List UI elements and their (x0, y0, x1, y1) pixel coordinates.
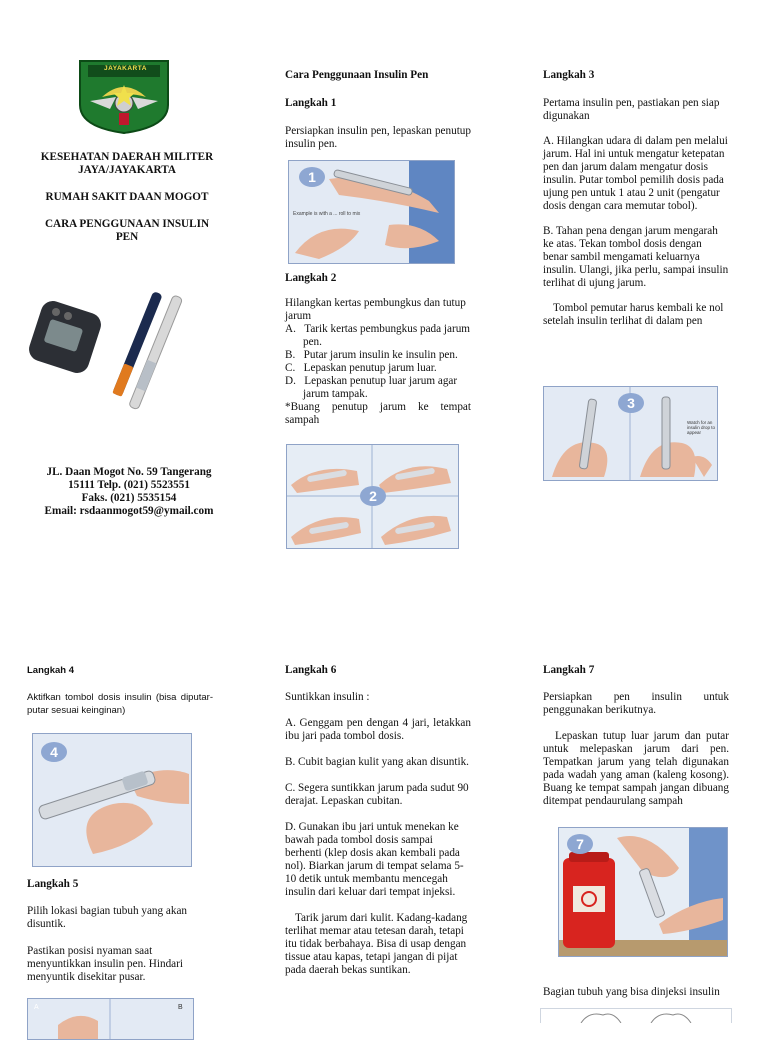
brochure-title-2: PEN (115, 231, 139, 243)
step-3-part-a: A. Hilangkan udara di dalam pen melalui jarum. Hal ini untuk mengatur ketepatan pen dan jarum dalam mengatur dosis insulin. Putar tombol pemilih dosis pada ujung pen untuk 1 atau 2 unit (pengatur dosis dengan cara memutar tobol). (543, 135, 728, 212)
fax-line: Faks. (021) 5535154 (81, 492, 177, 504)
step-7-photo (558, 827, 728, 957)
step-2-item-d: D. Lepaskan penutup luar jarum agar jarum tampak. (285, 375, 458, 400)
step-1-text: Persiapkan insulin pen, lepaskan penutup insulin pen. (285, 125, 471, 150)
step-6-title: Langkah 6 (285, 664, 337, 676)
step-3-photo-caption: Watch for an insulin drop to appear (687, 420, 716, 435)
injection-sites-icon (28, 999, 193, 1039)
cover-text (18, 151, 236, 244)
glucometer-and-pens-icon (28, 286, 198, 436)
column-3 (543, 69, 729, 328)
insulin-pen-photo (28, 286, 198, 436)
step-2-photo (286, 444, 459, 549)
step-3-part-b: B. Tahan pena dengan jarum mengarah ke atas. Tekan tombol dosis dengan benar sambil mengamati keluarnya insulin. Ulangi, jika perlu, sampai insulin terlihat di ujung jarum. (543, 225, 729, 289)
step-4-photo (32, 733, 192, 867)
step-1-photo-caption: Example is with a ... roll to mix (293, 211, 361, 217)
step-6-block (285, 664, 471, 977)
logo-text: JAYAKARTA (104, 65, 147, 72)
step-6-part-b: B. Cubit bagian kulit yang akan disuntik. (285, 756, 469, 768)
step-2-note: *Buang penutup jarum ke tempat sampah (285, 401, 471, 426)
step-7-text-1: Persiapkan pen insulin untuk penggunakan berikutnya. (543, 691, 729, 716)
step-5-text-2: Pastikan posisi nyaman saat menyuntikkan insulin pen. Hindari menyuntik disekitar pusar. (27, 945, 183, 983)
step-7-badge: 7 (567, 834, 593, 854)
step-1-photo (288, 160, 455, 264)
step-7-block (543, 664, 729, 808)
step-6-part-c: C. Segera suntikkan jarum pada sudut 90 derajat. Lepaskan cubitan. (285, 782, 469, 807)
step-1-title: Langkah 1 (285, 97, 337, 109)
body-diagram-caption: Bagian tubuh yang bisa dinjeksi insulin (543, 986, 720, 998)
step-5-title: Langkah 5 (27, 878, 79, 890)
step-6-part-d: D. Gunakan ibu jari untuk menekan ke bawah pada tombol dosis sampai berhenti (klep dosis akan kembali pada nol). Biarkan jarum di tempat selama 5-10 detik untuk membantu mencegah insulin dari keluar dari tempat injeksi. (285, 821, 464, 898)
section-heading: Cara Penggunaan Insulin Pen (285, 69, 429, 81)
body-diagram (540, 1008, 732, 1023)
step-1-badge: 1 (299, 167, 325, 187)
step-4-block (27, 664, 213, 717)
step-3-note: Tombol pemutar harus kembali ke nol setelah insulin terlihat di dalam pen (543, 302, 724, 327)
step-3-intro: Pertama insulin pen, pastiakan pen siap digunakan (543, 97, 720, 122)
org-line-1: KESEHATAN DAERAH MILITER (40, 151, 214, 163)
step-2-item-c: C. Lepaskan penutup jarum luar. (285, 362, 437, 374)
step-2-intro: Hilangkan kertas pembungkus dan tutup jarum (285, 297, 466, 322)
svg-text:A: A (34, 1004, 39, 1011)
address-line-1: JL. Daan Mogot No. 59 Tangerang (46, 466, 212, 478)
column-2 (285, 69, 471, 151)
step-6-intro: Suntikkan insulin : (285, 691, 370, 703)
step-2-block (285, 272, 471, 427)
address-line-2: 15111 Telp. (021) 5523551 (68, 479, 190, 491)
step-5-block (27, 878, 213, 984)
step-7-title: Langkah 7 (543, 664, 595, 676)
step-4-text: Aktifkan tombol dosis insulin (bisa diputar-putar sesuai keinginan) (27, 692, 213, 716)
step-5-photo (27, 998, 194, 1040)
step-2-badge: 2 (360, 486, 386, 506)
step-3-title: Langkah 3 (543, 69, 595, 81)
step-4-title: Langkah 4 (27, 665, 74, 676)
body-outline-icon (541, 1009, 731, 1023)
step-2-item-b: B. Putar jarum insulin ke insulin pen. (285, 349, 458, 361)
step-7-text-2: Lepaskan tutup luar jarum dan putar untuk melepaskan jarum dari pen. Tempatkan jarum yang telah digunakan pada wadah yang aman (kaleng kosong). Buang ke tempat sampah jangan dibuang ditempat pendaurulang sampah (543, 730, 729, 807)
step-3-badge: 3 (618, 393, 644, 413)
brochure-title-1: CARA PENGGUNAAN INSULIN (44, 218, 210, 230)
step-3-photo (543, 386, 718, 481)
hospital-name: RUMAH SAKIT DAAN MOGOT (45, 191, 209, 203)
logo (76, 57, 172, 135)
step-5-text-1: Pilih lokasi bagian tubuh yang akan disuntik. (27, 905, 188, 930)
email-line: Email: rsdaanmogot59@ymail.com (44, 505, 214, 517)
contact-info (18, 466, 240, 518)
step-6-part-a: A. Genggam pen dengan 4 jari, letakkan ibu jari pada tombol dosis. (285, 717, 471, 742)
org-line-2: JAYA/JAYAKARTA (78, 164, 176, 176)
step-6-part-e: Tarik jarum dari kulit. Kadang-kadang terlihat memar atau tetesan darah, tetapi itu tidak berbahaya. Bisa di usap dengan tissue atau kapas, tetapi jangan di pijat pada daerah bekas suntikan. (285, 912, 468, 976)
step-4-badge: 4 (41, 742, 67, 762)
svg-text:B: B (178, 1004, 183, 1011)
step-2-item-a: A. Tarik kertas pembungkus pada jarum pen. (285, 323, 471, 348)
step-2-title: Langkah 2 (285, 272, 337, 284)
